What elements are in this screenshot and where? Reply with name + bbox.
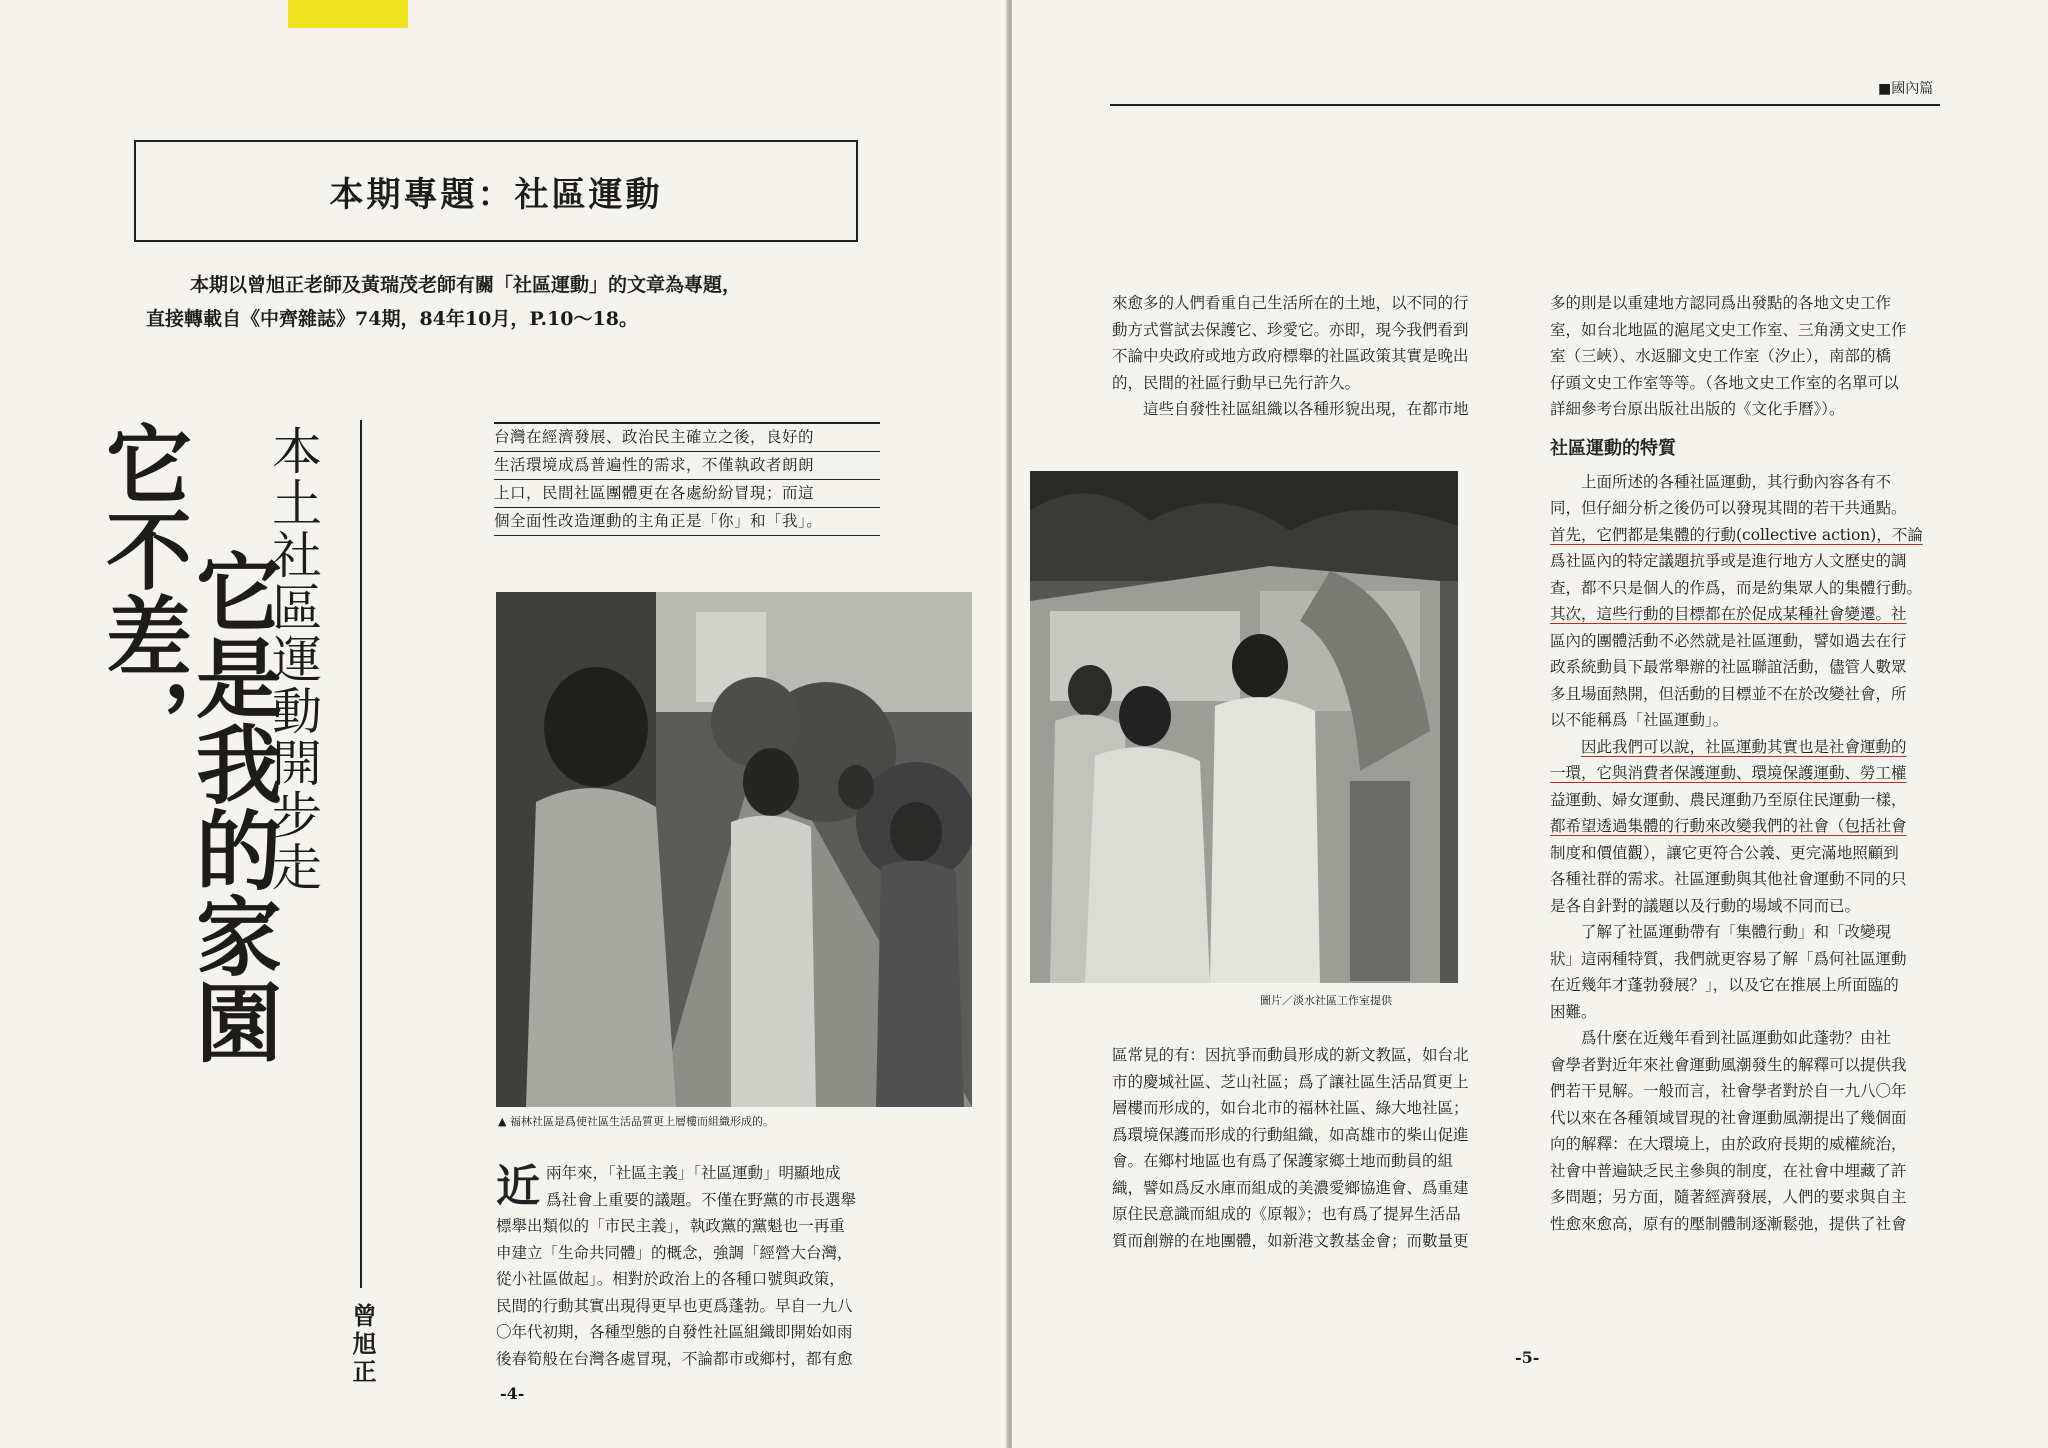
yellow-tab-marker [288,0,408,28]
body-line: 的，民間的社區行動早已先行許久。 [1112,373,1361,392]
running-head: ■國內篇 [1878,81,1934,97]
body-line: 各種社群的需求。社區運動與其他社會運動不同的只 [1550,870,1907,888]
body-line: 動方式嘗試去保護它、珍愛它。亦即，現今我們看到 [1112,320,1469,339]
body-line: 是各自針對的議題以及行動的場域不同而已。 [1550,896,1861,915]
body-line: 政系統動員下最常舉辦的社區聯誼活動，儘管人數眾 [1550,658,1907,676]
body-line-underlined: 因此我們可以說，社區運動其實也是社會運動的 [1581,737,1907,756]
body-line: 〇年代初期，各種型態的自發性社區組織即開始如雨 [496,1323,853,1341]
intro-note [146,268,866,336]
body-line: 查，都不只是個人的作爲，而是約集眾人的集體行動。 [1550,578,1923,597]
body-line: 市的慶城社區、芝山社區；爲了讓社區生活品質更上 [1112,1072,1469,1091]
body-line: 在近幾年才蓬勃發展？」，以及它在推展上所面臨的 [1550,976,1899,994]
article-column-1 [1112,290,1508,423]
article-column-1-continued [1112,1042,1508,1254]
article-subtitle: 本土社區運動開步走 [264,425,322,893]
body-line: 性愈來愈高，原有的壓制體制逐漸鬆弛，提供了社會 [1550,1214,1907,1233]
body-line: 這些自發性社區組織以各種形貌出現，在都市地 [1143,400,1469,418]
pullquote [494,422,880,536]
photo-exhibition-board [1030,471,1458,983]
body-line: 們若干見解。一般而言，社會學者對於自一九八〇年 [1550,1082,1907,1100]
main-title-part2: 它是我的家園 [181,548,282,1064]
body-line: 向的解釋：在大環境上，由於政府長期的威權統治， [1550,1135,1907,1153]
body-line: 不論中央政府或地方政府標舉的社區政策其實是晚出 [1112,347,1469,365]
body-line: 爲環境保護而形成的行動組織，如高雄市的柴山促進 [1112,1125,1469,1144]
body-line: 室，如台北地區的滬尾文史工作室、三角湧文史工作 [1550,320,1907,339]
main-title-part1: 它不差， [91,420,192,764]
body-line: 社會中普遍缺乏民主參與的制度，在社會中埋藏了許 [1550,1161,1907,1180]
body-line: 爲什麼在近幾年看到社區運動如此蓬勃？由社 [1581,1029,1892,1047]
pullquote-line: 個全面性改造運動的主角正是「你」和「我」。 [494,508,880,536]
article-body-intro [496,1160,892,1372]
body-line: 標舉出類似的「市民主義」，執政黨的黨魁也一再重 [496,1217,845,1235]
section-heading: 社區運動的特質 [1550,437,1676,459]
body-line: 會學者對近年來社會運動風潮發生的解釋可以提供我 [1550,1055,1907,1074]
title-divider-line [360,420,362,1288]
body-line: 來愈多的人們看重自己生活所在的土地，以不同的行 [1112,294,1469,312]
body-line: 織，譬如爲反水庫而組成的美濃愛鄉協進會、爲重建 [1112,1178,1469,1197]
body-line: 從小社區做起」。相對於政治上的各種口號與政策， [496,1270,845,1288]
body-line: 困難。 [1550,1002,1597,1021]
body-line: 爲社會上重要的議題。不僅在野黨的市長選舉 [546,1190,857,1209]
body-line: 區常見的有：因抗爭而動員形成的新文教區，如台北 [1112,1046,1469,1064]
feature-title-box [134,140,858,242]
photo-credit: 圖片／淡水社區工作室提供 [1260,994,1392,1007]
body-line: 了解了社區運動帶有「集體行動」和「改變現 [1581,923,1892,941]
body-line: 多的則是以重建地方認同爲出發點的各地文史工作 [1550,294,1892,312]
drop-cap: 近 [496,1161,540,1212]
body-line: 原住民意識而組成的《原報》；也有爲了提昇生活品 [1112,1205,1461,1223]
photo-community-gathering [496,592,972,1107]
body-line: 後春筍般在台灣各處冒現，不論都市或鄉村，都有愈 [496,1349,853,1368]
page-number: -5- [1515,1348,1540,1367]
body-line: 上面所述的各種社區運動，其行動內容各有不 [1581,472,1892,491]
left-page [0,0,1008,1448]
body-line: 詳細參考台原出版社出版的《文化手曆》）。 [1550,400,1845,418]
body-line: 同，但仔細分析之後仍可以發現其間的若干共通點。 [1550,499,1907,517]
feature-title: 本期專題：社區運動 [329,174,663,215]
body-line: 質而創辦的在地團體，如新港文教基金會；而數量更 [1112,1231,1469,1250]
body-line: 會。在鄉村地區也有爲了保護家鄉土地而動員的組 [1112,1152,1454,1170]
header-rule [1110,104,1940,106]
body-line: 仔頭文史工作室等等。（各地文史工作室的名單可以 [1550,373,1899,392]
body-line-underlined: 其次，這些行動的目標都在於促成某種社會變遷。社 [1550,605,1907,623]
body-line: 民間的行動其實出現得更早也更爲蓬勃。早自一九八 [496,1296,853,1315]
body-line: 爲社區內的特定議題抗爭或是進行地方人文歷史的調 [1550,552,1907,570]
body-line: 層樓而形成的，如台北市的福林社區、綠大地社區； [1112,1099,1469,1117]
body-line: 益運動、婦女運動、農民運動乃至原住民運動一樣， [1550,790,1907,809]
article-column-2 [1550,290,1946,1237]
pullquote-line: 上口，民間社區團體更在各處紛紛冒現；而這 [494,480,880,508]
body-line: 狀」這兩種特質，我們就更容易了解「爲何社區運動 [1550,949,1907,968]
body-line: 代以來在各種領域冒現的社會運動風潮提出了幾個面 [1550,1108,1907,1127]
pullquote-line: 生活環境成爲普遍性的需求，不僅執政者朗朗 [494,452,880,480]
intro-line: 直接轉載自《中齊雜誌》74期，84年10月，P.10～18。 [146,308,638,330]
body-line: 區內的團體活動不必然就是社區運動，譬如過去在行 [1550,631,1907,650]
body-line: 制度和價值觀），讓它更符合公義、更完滿地照顧到 [1550,843,1899,862]
body-line-underlined: 首先，它們都是集體的行動(collective action)，不論 [1550,525,1923,544]
body-line: 室（三峽）、水返腳文史工作室（汐止），南部的橋 [1550,347,1892,365]
body-line: 多問題；另方面，隨著經濟發展，人們的要求與自主 [1550,1188,1907,1206]
photo-caption: ▲ 福林社區是爲使社區生活品質更上層樓而組織形成的。 [498,1115,774,1128]
body-line: 兩年來，「社區主義」「社區運動」明顯地成 [546,1164,841,1182]
page-number: -4- [500,1384,525,1403]
body-line-underlined: 一環，它與消費者保護運動、環境保護運動、勞工權 [1550,764,1907,782]
body-line: 以不能稱爲「社區運動」。 [1550,711,1729,729]
author-name: 曾旭正 [348,1303,377,1387]
pullquote-line: 台灣在經濟發展、政治民主確立之後，良好的 [494,424,880,452]
intro-line: 本期以曾旭正老師及黃瑞茂老師有關「社區運動」的文章為專題， [190,274,742,296]
body-line: 申建立「生命共同體」的概念，強調「經營大台灣， [496,1243,853,1262]
body-line-underlined: 都希望透過集體的行動來改變我們的社會（包括社會 [1550,817,1907,835]
body-line: 多且場面熱開，但活動的目標並不在於改變社會，所 [1550,684,1907,703]
